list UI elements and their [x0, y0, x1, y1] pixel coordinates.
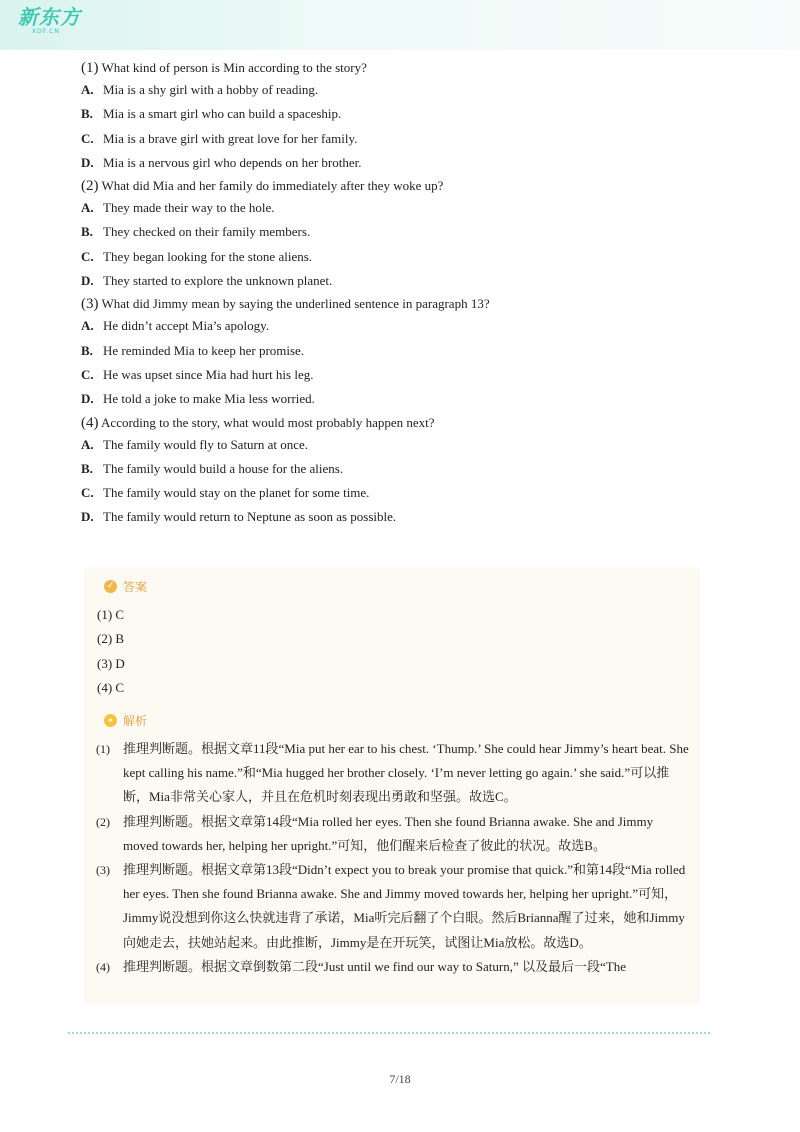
question-4 [81, 412, 721, 530]
analysis-text: 推理判断题。根据文章第14段“Mia rolled her eyes. Then she found Brianna awake. She and Jimmy moved towards her, helping her upright.”可知，他们醒来后检查了彼此的状况。故选B。 [123, 813, 654, 853]
option-b [81, 339, 721, 363]
option-d [81, 505, 721, 529]
answer-item: (1) C [97, 607, 125, 622]
option-a [81, 314, 721, 338]
answer-list [97, 603, 125, 700]
option-c [81, 363, 721, 387]
question-list [81, 57, 721, 530]
answer-panel [84, 567, 700, 1005]
option-text: He reminded Mia to keep her promise. [103, 342, 305, 358]
analysis-list [96, 737, 691, 979]
option-d [81, 269, 721, 293]
option-letter: D. [81, 509, 94, 525]
footer-divider [68, 1032, 710, 1034]
option-c [81, 481, 721, 505]
option-letter: B. [81, 106, 93, 122]
option-b [81, 220, 721, 244]
question-stem [81, 293, 721, 314]
question-number: (4) [81, 414, 99, 431]
option-letter: C. [81, 248, 94, 264]
option-letter: A. [81, 318, 94, 334]
analysis-text: 推理判断题。根据文章第13段“Didn’t expect you to break your promise that quick.”和第14段“Mia rolled her eyes. Then she found Brianna awake. She and Jimmy moved towards her, helping her upright.”可知，Jimmy说没想到你这么快就违背了承诺，Mia听完后翻了个白眼。然后Brianna醒了过来，她和Jimmy向她走去，扶她站起来。由此推断，Jimmy是在开玩笑，试图让Mia放松。故选D。 [123, 862, 686, 950]
option-letter: B. [81, 224, 93, 240]
option-b [81, 102, 721, 126]
question-2 [81, 175, 721, 293]
option-letter: B. [81, 342, 93, 358]
option-letter: D. [81, 154, 94, 170]
option-text: Mia is a nervous girl who depends on her brother. [103, 154, 362, 170]
header-band [0, 0, 800, 50]
option-text: He was upset since Mia had hurt his leg. [103, 366, 314, 382]
answer-title: 答案 [123, 579, 148, 594]
answer-item: (2) B [97, 631, 125, 647]
option-a [81, 78, 721, 102]
question-stem [81, 175, 721, 196]
option-b [81, 457, 721, 481]
analysis-number: (4) [96, 959, 110, 974]
question-number: (1) [81, 60, 99, 76]
logo-text: 新东方 [18, 5, 81, 29]
page-number: 7/18 [389, 1072, 411, 1086]
option-letter: A. [81, 200, 94, 216]
option-text: The family would return to Neptune as soon as possible. [103, 509, 397, 525]
question-number: (3) [81, 296, 99, 313]
question-3 [81, 293, 721, 411]
analysis-item [96, 737, 691, 810]
lightbulb-icon: ✦ [104, 714, 117, 727]
option-text: Mia is a smart girl who can build a spaceship. [103, 106, 342, 122]
analysis-number: (2) [96, 814, 110, 829]
option-letter: D. [81, 391, 94, 407]
option-d [81, 387, 721, 411]
option-c [81, 127, 721, 151]
question-number: (2) [81, 178, 99, 195]
question-stem [81, 57, 721, 78]
option-text: The family would stay on the planet for some time. [103, 485, 370, 501]
option-a [81, 196, 721, 220]
option-letter: D. [81, 273, 94, 289]
option-text: Mia is a brave girl with great love for her family. [103, 130, 358, 146]
option-text: They made their way to the hole. [103, 200, 275, 216]
check-icon: ✓ [104, 580, 117, 593]
analysis-text: 推理判断题。根据文章倒数第二段“Just until we find our way to Saturn,” 以及最后一段“The [123, 958, 626, 974]
question-text: What did Jimmy mean by saying the underlined sentence in paragraph 13? [101, 296, 490, 312]
logo-subtext: XDF.CN [32, 28, 60, 35]
question-1 [81, 57, 721, 175]
option-c [81, 245, 721, 269]
analysis-item [96, 810, 691, 858]
option-d [81, 151, 721, 175]
analysis-item [96, 858, 691, 955]
option-text: They began looking for the stone aliens. [103, 248, 313, 264]
option-text: The family would fly to Saturn at once. [103, 436, 309, 452]
option-text: They checked on their family members. [103, 224, 311, 240]
analysis-number: (1) [96, 742, 110, 756]
analysis-number: (3) [96, 863, 110, 878]
option-a [81, 433, 721, 457]
brand-logo [18, 6, 81, 35]
question-text: According to the story, what would most probably happen next? [101, 414, 435, 430]
option-letter: A. [81, 436, 94, 452]
analysis-heading [104, 711, 147, 729]
question-text: What kind of person is Min according to the story? [101, 60, 367, 75]
question-stem [81, 412, 721, 433]
question-text: What did Mia and her family do immediately after they woke up? [101, 178, 444, 194]
option-letter: B. [81, 460, 93, 476]
option-text: He didn’t accept Mia’s apology. [103, 318, 270, 334]
option-text: The family would build a house for the aliens. [103, 460, 344, 476]
answer-heading [104, 577, 147, 595]
answer-item: (3) D [97, 655, 125, 671]
option-letter: C. [81, 366, 94, 382]
option-letter: C. [81, 130, 94, 146]
analysis-title: 解析 [123, 713, 148, 728]
option-letter: A. [81, 82, 94, 97]
option-letter: C. [81, 485, 94, 501]
option-text: He told a joke to make Mia less worried. [103, 391, 315, 407]
analysis-text: 推理判断题。根据文章11段“Mia put her ear to his chest. ‘Thump.’ She could hear Jimmy’s heart beat. She kept calling his name.”和“Mia hugged her brother closely. ‘I’m never letting go again.’ she said.”可以推断，Mia非常关心家人，并且在危机时刻表现出勇敢和坚强。故选C。 [123, 741, 689, 805]
option-text: They started to explore the unknown planet. [103, 273, 333, 289]
option-text: Mia is a shy girl with a hobby of reading. [103, 82, 319, 97]
analysis-item [96, 955, 691, 979]
answer-item: (4) C [97, 679, 125, 695]
